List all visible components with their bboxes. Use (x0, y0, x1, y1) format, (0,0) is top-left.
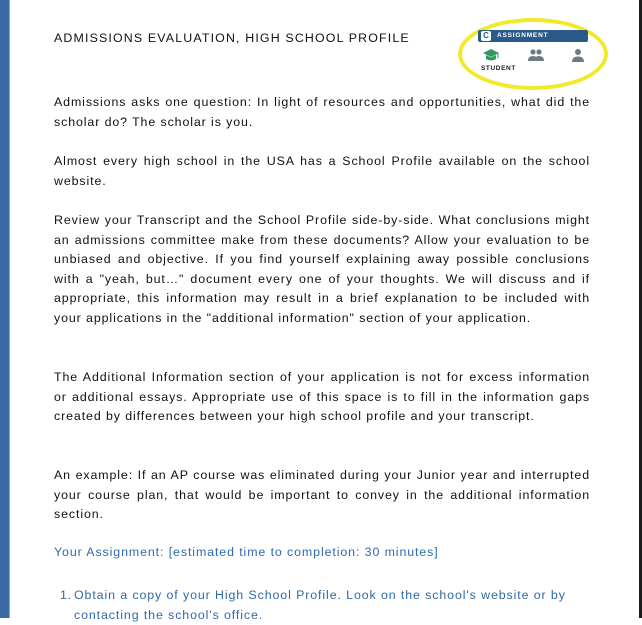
assignment-badge-label: ASSIGNMENT (497, 32, 549, 39)
step-number: 1. (60, 588, 73, 602)
paragraph-school-profile: Almost every high school in the USA has a School Profile available on the school website. (54, 154, 590, 188)
step-text: Obtain a copy of your High School Profile. Look on the school's website or by contacting the school's office. (74, 588, 566, 622)
assignment-steps (54, 586, 590, 625)
paragraph-intro: Admissions asks one question: In light of resources and opportunities, what did the scholar do? The scholar is you. (54, 95, 590, 129)
left-accent-line (9, 0, 10, 618)
person-icon (569, 47, 587, 63)
assignment-heading: Your Assignment: [estimated time to completion: 30 minutes] (54, 545, 439, 559)
list-item (54, 586, 590, 625)
student-label: STUDENT (481, 65, 516, 72)
paragraph-additional-info: The Additional Information section of your application is not for excess information or additional essays. Appropriate use of this space is to fill in the information gaps created by differences between your high school profile and your transcript. (54, 370, 590, 423)
left-accent-bar (0, 0, 9, 618)
paragraph-review: Review your Transcript and the School Profile side-by-side. What conclusions might an admissions committee make from these documents? Allow your evaluation to be unbiased and objective. If you find yourself explaining away possible conclusions with a "yeah, but…" document every one of your thoughts. We will discuss and if appropriate, this information may result in a brief explanation to be included with your applications in the "additional information" section of your application. (54, 213, 590, 325)
paragraph-example: An example: If an AP course was eliminated during your Junior year and interrupted your course plan, that would be important to convey in the additional information section. (54, 468, 590, 521)
graduation-cap-icon (482, 47, 500, 63)
brand-logo-icon: C (481, 31, 491, 41)
group-icon (527, 47, 545, 63)
page-title: ADMISSIONS EVALUATION, HIGH SCHOOL PROFILE (54, 31, 410, 45)
